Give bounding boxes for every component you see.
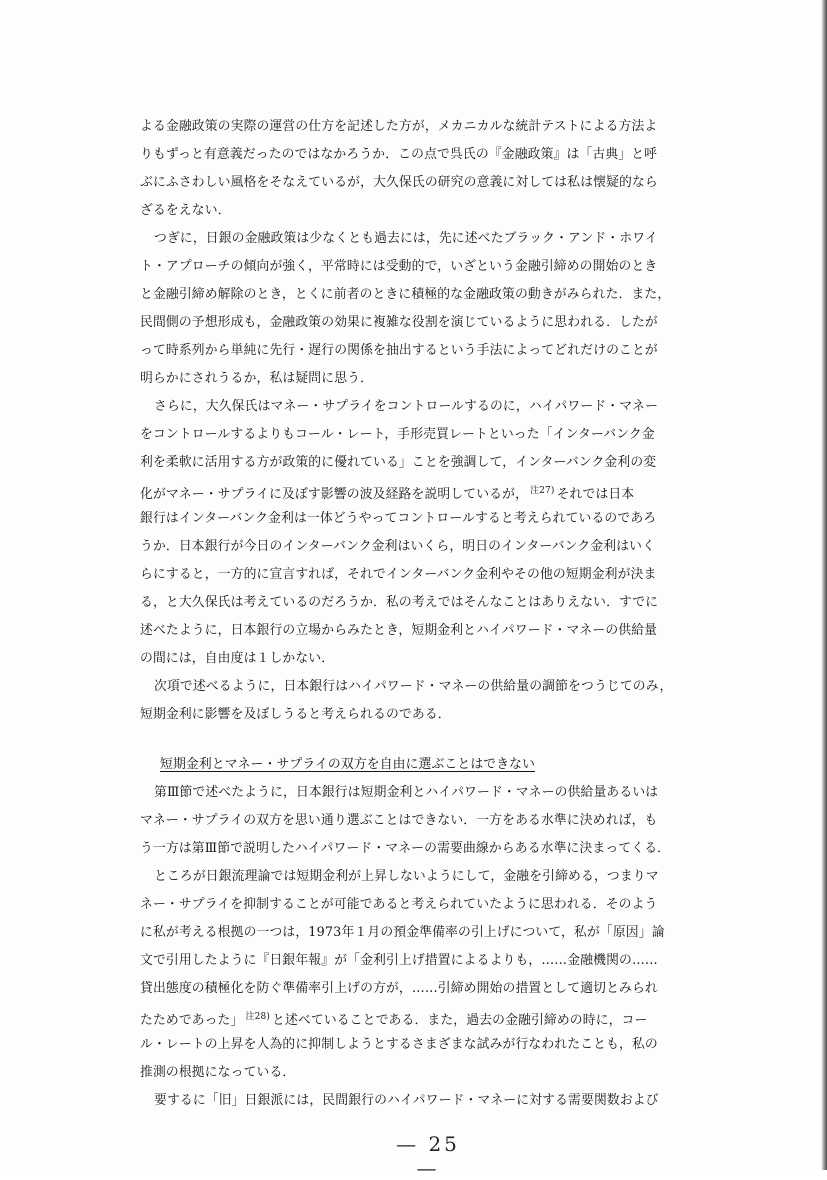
body-text-line: マネー・サプライの双方を思い通り選ぶことはできない．一方をある水準に決めれば，も [140,813,658,828]
footnote-ref: 注28) [245,1012,271,1022]
body-text-line: に私が考える根拠の一つは，1973年１月の預金準備率の引上げについて，私が「原因」論 [140,925,665,940]
body-text-line: つぎに，日銀の金融政策は少なくとも過去には，先に述べたブラック・アンド・ホワイ [154,231,658,246]
body-text-segment: たためであった」 [140,1013,244,1028]
body-text-line: 第Ⅲ節で述べたように，日本銀行は短期金利とハイパワード・マネーの供給量あるいは [154,785,659,800]
body-text-line [140,482,634,504]
body-text-line: 銀行はインターバンク金利は一体どうやってコントロールすると考えられているのであろ [140,511,657,526]
body-text-line: らにすると，一方的に宣言すれば，それでインターバンク金利やその他の短期金利が決ま [140,567,657,582]
body-text-line: 短期金利に影響を及ぼしうると考えられるのである． [140,707,451,722]
body-text-line: 民間側の予想形成も，金融政策の効果に複雑な役割を演じているように思われる．したが [140,315,658,330]
body-text-line: の間には，自由度は１しかない． [140,651,335,666]
body-text-line: と金融引締め解除のとき，とくに前者のときに積極的な金融政策の動きがみられた．また， [140,287,671,302]
body-text-line: 明らかにされうるか，私は疑問に思う． [140,371,374,386]
body-text-segment: 化がマネー・サプライに及ぼす影響の波及経路を説明しているが， [140,487,529,502]
body-text-line: りもずっと有意義だったのではなかろうか．この点で呉氏の『金融政策』は「古典」と呼 [140,147,658,162]
footnote-ref: 注27) [530,486,555,496]
body-text-line: 推測の根拠になっている． [140,1065,296,1080]
body-text-line: ネー・サプライを抑制することが可能であると考えられていたように思われる．そのよう [140,897,658,912]
body-text-segment: それでは日本 [556,487,635,502]
body-text-line: 述べたように，日本銀行の立場からみたとき，短期金利とハイパワード・マネーの供給量 [140,623,658,638]
body-text-line: る，と大久保氏は考えているのだろうか．私の考えではそんなことはありえない．すでに [140,595,659,610]
body-text-line: をコントロールするよりもコール・レート，手形売買レートといった「インターバンク金 [140,427,655,442]
scan-edge-shadow [821,0,827,1170]
body-text-line: ところが日銀流理論では短期金利が上昇しないようにして，金融を引締める，つまりマ [154,869,659,884]
body-text-line: ざるをえない． [140,203,231,218]
body-text-line: ル・レートの上昇を人為的に抑制しようとするさまざまな試みが行なわれたことも，私の [140,1037,658,1052]
body-text-line: って時系列から単純に先行・遅行の関係を抽出するという手法によってどれだけのことが [140,343,658,358]
body-text-line: うか．日本銀行が今日のインターバンク金利はいくら，明日のインターバンク金利はいく [140,539,656,554]
body-text-line: 利を柔軟に活用する方が政策的に優れている」ことを強調して，インターバンク金利の変 [140,455,657,470]
body-text-line: ト・アプローチの傾向が強く，平常時には受動的で，いざという金融引締めの開始のとき [140,259,658,274]
body-text-line: 文で引用したように『日銀年報』が「金利引上げ措置によるよりも，……金融機関の…… [140,953,658,968]
section-heading: 短期金利とマネー・サプライの双方を自由に選ぶことはできない [160,757,536,772]
body-text-line: う一方は第Ⅲ節で説明したハイパワード・マネーの需要曲線からある水準に決まってくる． [140,841,671,856]
body-text-line: 貸出態度の積極化を防ぐ準備率引上げの方が，……引締め開始の措置として適切とみられ [140,981,658,996]
body-text-segment: と述べていることである．また，過去の金融引締めの時に，コー [272,1013,648,1028]
body-text-line: よる金融政策の実際の運営の仕方を記述した方が，メカニカルな統計テストによる方法よ [140,119,658,134]
body-text-line: 次項で述べるように，日本銀行はハイパワード・マネーの供給量の調節をつうじてのみ， [154,679,673,694]
body-text-line: 要するに「旧」日銀派には，民間銀行のハイパワード・マネーに対する需要関数および [154,1093,659,1108]
body-text-line: ぶにふさわしい風格をそなえているが，大久保氏の研究の意義に対しては私は懐疑的なら [140,175,658,190]
body-text-line: さらに，大久保氏はマネー・サプライをコントロールするのに，ハイパワード・マネー [154,399,659,414]
page-number: — 25 — [396,1132,460,1180]
body-text-line [140,1008,648,1030]
